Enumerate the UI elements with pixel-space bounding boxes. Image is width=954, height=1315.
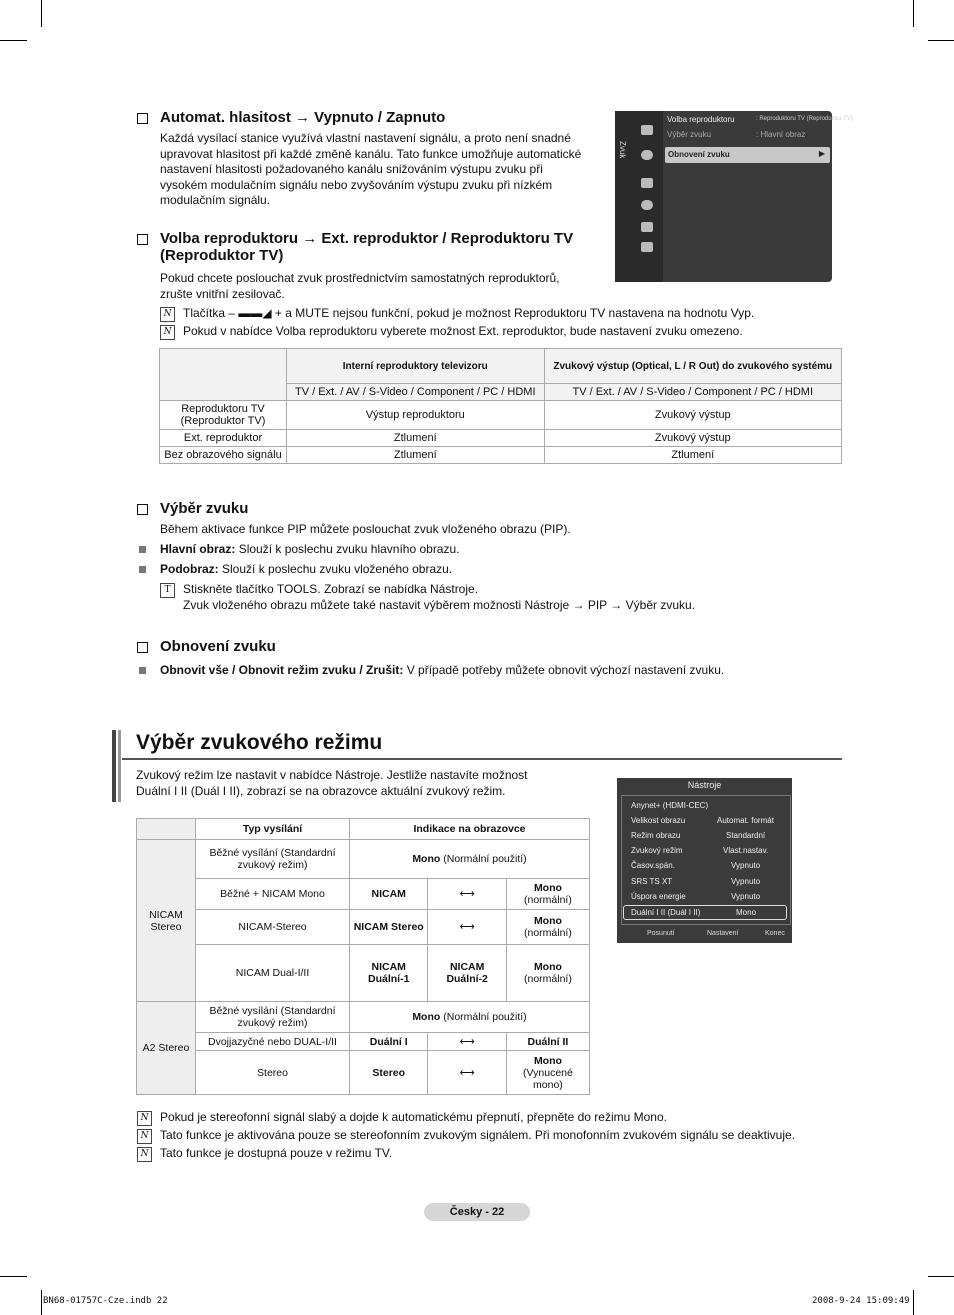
checkbox-bullet	[137, 234, 148, 245]
input-icon	[641, 222, 653, 232]
tools-item-selected[interactable]	[623, 905, 787, 920]
menu-item: Výběr zvuku	[667, 130, 712, 139]
square-bullet	[139, 546, 146, 553]
heading-bar	[112, 730, 116, 802]
section-title: Volba reproduktoru → Ext. reproduktor / Reproduktoru TV (Reproduktor TV)	[160, 230, 574, 264]
tools-item: Režim obrazu	[631, 831, 681, 840]
tools-value: Automat. formát	[717, 816, 774, 825]
heading-bar	[118, 730, 121, 802]
note-icon: N	[137, 1147, 152, 1162]
menu-item-selected[interactable]	[665, 147, 830, 163]
note-icon: N	[160, 325, 175, 340]
crop-mark	[0, 1276, 27, 1277]
picture-icon	[641, 125, 653, 135]
crop-mark	[913, 1290, 914, 1315]
heading-rule	[122, 758, 842, 760]
intro-text: Zvukový režim lze nastavit v nabídce Nástroje. Jestliže nastavíte možnost Duální I II (Duál I II), zobrazí se na obrazovce aktuální zvukový režim.	[136, 768, 528, 798]
sound-icon	[641, 150, 653, 160]
tools-item: Anynet+ (HDMI-CEC)	[631, 801, 709, 810]
menu-category-label: Zvuk	[618, 141, 627, 159]
exit-hint: Konec	[765, 930, 785, 937]
menu-sidebar	[615, 111, 663, 282]
tools-value: Vypnuto	[731, 877, 761, 886]
bullet-text: Hlavní obraz: Slouží k poslechu zvuku hlavního obrazu.	[160, 542, 460, 556]
tools-item: Úspora energie	[631, 892, 686, 901]
section-text: Pokud chcete poslouchat zvuk prostřednictvím samostatných reproduktorů, zrušte vnitřní zesilovač.	[160, 271, 560, 301]
note-icon: N	[160, 307, 175, 322]
speaker-table: Interní reproduktory televizoru Zvukový výstup (Optical, L / R Out) do zvukového systému TV / Ext. / AV / S-Video / Component / PC / HDMI TV / Ext. / AV / S-Video / Component / PC / HDMI Reproduktoru TV (Reproduktor TV) Výstup reproduktoru Zvukový výstup Ext. reproduktor Ztlumení Zvukový výstup Bez obrazového signálu Ztlumení Ztlumení	[159, 348, 842, 464]
adjust-hint: Nastavení	[707, 930, 739, 937]
note-icon: N	[137, 1111, 152, 1126]
checkbox-bullet	[137, 504, 148, 515]
tools-value: Vlast.nastav.	[723, 846, 769, 855]
tools-icon: T	[160, 583, 175, 598]
imprint-left: BN68-01757C-Cze.indb 22	[43, 1296, 168, 1306]
tools-value: Vypnuto	[731, 892, 761, 901]
section-title: Výběr zvuku	[160, 500, 249, 517]
note-text: Tato funkce je dostupná pouze v režimu TV.	[160, 1146, 393, 1160]
page-number: Česky - 22	[424, 1203, 530, 1221]
sound-mode-table: Typ vysílání Indikace na obrazovce NICAM Stereo Běžné vysílání (Standardní zvukový režim) Mono (Normální použití) Běžné + NICAM Mono NICAM ⟷ Mono (normální) NICAM-Stereo NICAM Stereo ⟷ Mono (normální) NICAM Dual-I/II NICAM Duální-1 NICAM Duální-2 Mono (normální) A2 Stereo Běžné vysílání (Standardní zvukový režim) Mono (Normální použití) Dvojjazyčné nebo DUAL-I/II Duální I ⟷ Duální II Stereo Stereo ⟷ Mono (Vynucené mono)	[136, 818, 590, 1095]
bullet-text: Podobraz: Slouží k poslechu zvuku vloženého obrazu.	[160, 562, 453, 576]
menu-item-label: Obnovení zvuku	[668, 150, 730, 159]
note-icon: N	[137, 1129, 152, 1144]
crop-mark	[928, 40, 954, 41]
imprint-right: 2008-9-24 15:09:49	[812, 1296, 910, 1306]
checkbox-bullet	[137, 113, 148, 124]
tools-item: Duální I II (Duál I II)	[631, 908, 701, 917]
section-text: Každá vysílací stanice využívá vlastní nastavení signálu, a proto není snadné upravovat hlasitost při každé změně kanálu. Tato funkce umožňuje automatické nastavení hlasitosti požadovaného kanálu snižováním výstupu zvuku při vysokém modulačním signálu nebo zvyšováním výstupu zvuku při nízkém modulačním signálu.	[160, 131, 582, 207]
tools-title: Nástroje	[687, 780, 722, 790]
square-bullet	[139, 667, 146, 674]
channel-icon	[641, 178, 653, 188]
crop-mark	[913, 0, 914, 27]
tools-item: SRS TS XT	[631, 877, 673, 886]
note-text: Pokud v nabídce Volba reproduktoru vyberete možnost Ext. reproduktor, bude nastavení zvuku omezeno.	[183, 324, 743, 338]
tv-menu-screenshot	[615, 111, 853, 282]
note-text: Tlačítka – ▬▬◢ + a MUTE nejsou funkční, pokud je možnost Reproduktoru TV nastavena na hodnotu Vyp.	[183, 306, 755, 320]
tools-value: Standardní	[726, 831, 766, 840]
crop-mark	[0, 40, 27, 41]
section-title: Obnovení zvuku	[160, 638, 276, 655]
square-bullet	[139, 566, 146, 573]
note-text: Pokud je stereofonní signál slabý a dojde k automatickému přepnutí, přepněte do režimu Mono.	[160, 1110, 667, 1124]
tools-item: Časov.spán.	[631, 861, 675, 870]
menu-item: Volba reproduktoru	[667, 115, 735, 124]
checkbox-bullet	[137, 642, 148, 653]
tools-item: Velikost obrazu	[631, 816, 686, 825]
setup-icon	[641, 200, 653, 210]
tools-menu-screenshot	[617, 778, 792, 943]
section-title: Automat. hlasitost → Vypnuto / Zapnuto	[160, 109, 446, 126]
tools-value: Mono	[736, 908, 757, 917]
crop-mark	[928, 1276, 954, 1277]
tools-value: Vypnuto	[731, 861, 761, 870]
application-icon	[641, 242, 653, 252]
tools-item: Zvukový režim	[631, 846, 683, 855]
note-text: Tato funkce je aktivována pouze se stereofonním zvukovým signálem. Při monofonním zvukovém signálu se deaktivuje.	[160, 1128, 795, 1142]
move-hint: Posunutí	[647, 930, 675, 937]
arrow-right-icon: ▶	[818, 149, 825, 158]
crop-mark	[41, 1290, 42, 1315]
section-text: Během aktivace funkce PIP můžete poslouchat zvuk vloženého obrazu (PIP).	[160, 522, 571, 536]
tools-note: Stiskněte tlačítko TOOLS. Zobrazí se nabídka Nástroje. Zvuk vloženého obrazu můžete také nastavit výběrem možnosti Nástroje → PIP → Výběr zvuku.	[183, 582, 696, 612]
menu-value: : Reproduktoru TV (Reproduktor TV)	[756, 116, 853, 122]
menu-value: : Hlavní obraz	[756, 130, 806, 139]
page-heading: Výběr zvukového režimu	[136, 731, 383, 754]
bullet-text: Obnovit vše / Obnovit režim zvuku / Zrušit: V případě potřeby můžete obnovit výchozí nastavení zvuku.	[160, 663, 725, 677]
crop-mark	[41, 0, 42, 27]
